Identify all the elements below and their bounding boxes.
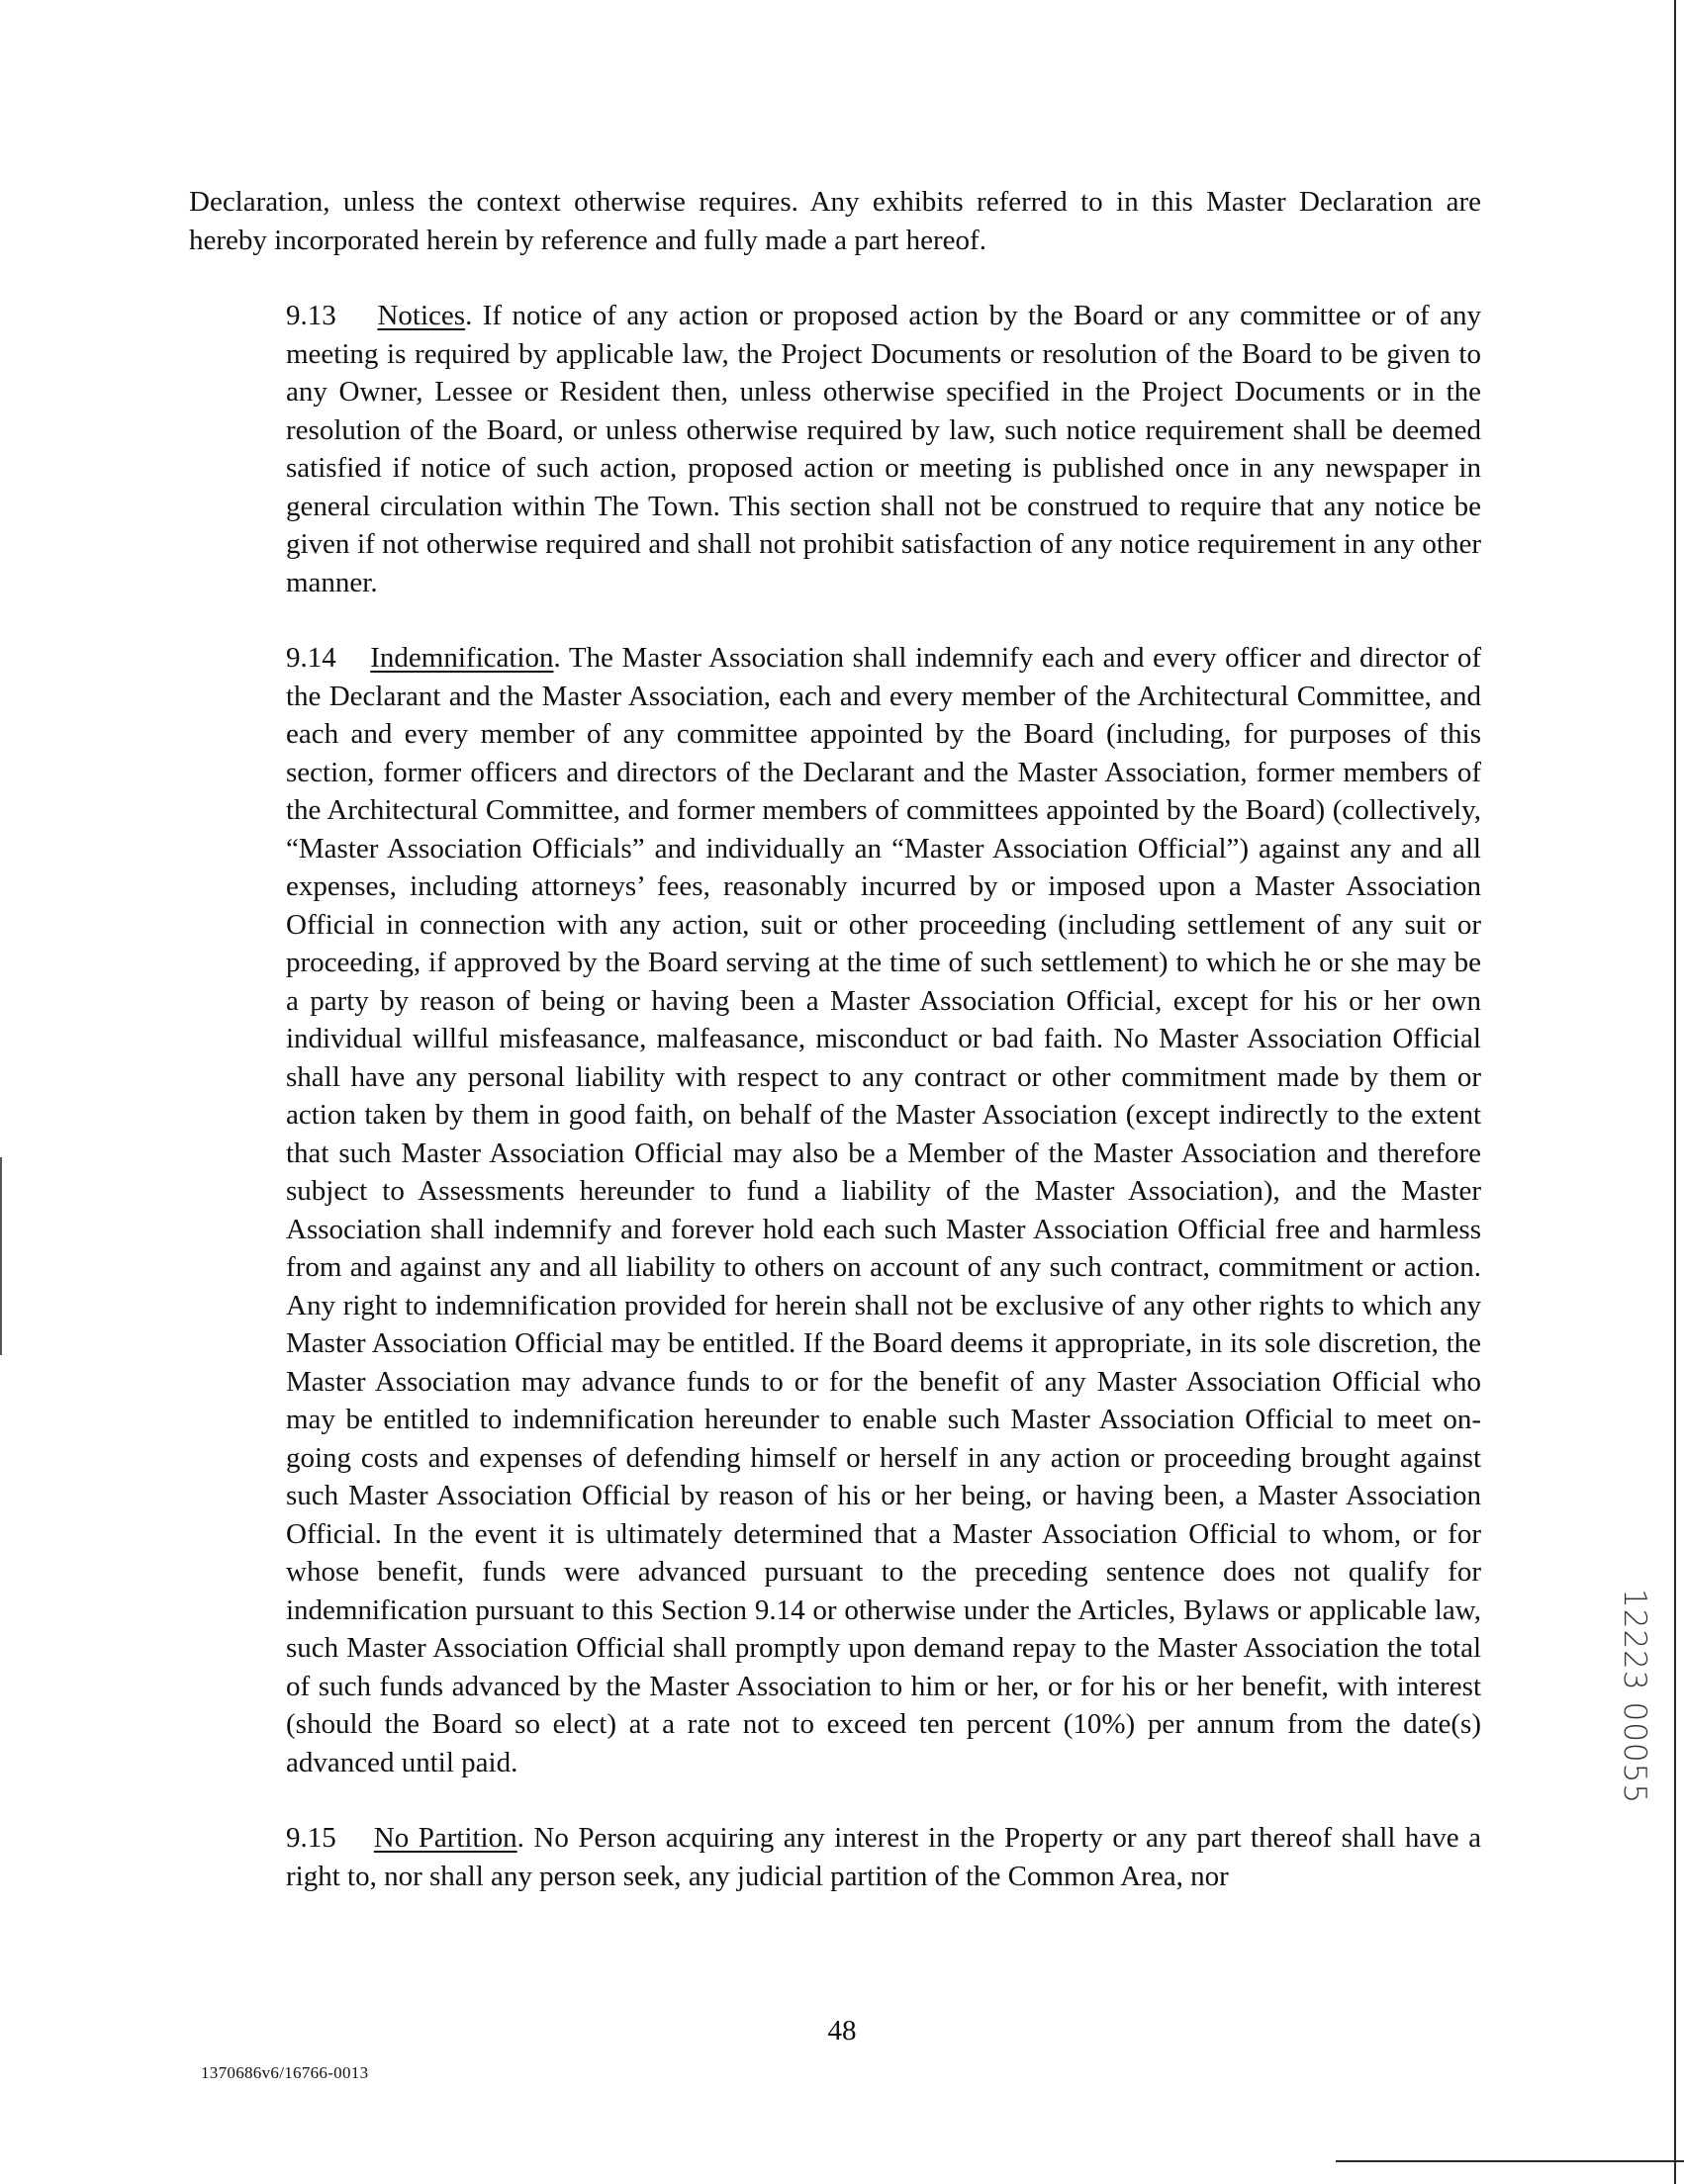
section-heading-no-partition: No Partition xyxy=(373,1822,517,1854)
page-border-right xyxy=(1674,0,1676,2184)
section-9-13: 9.13 Notices. If notice of any action or proposed action by the Board or any committee or of any meeting is required by applicable law, the Project Documents or resolution of the Board to be given to any Owner, Lessee or Resident then, unless otherwise specified in the Project Documents or in the resolution of the Board, or unless otherwise required by law, such notice requirement shall be deemed satisfied if notice of such action, proposed action or meeting is published once in any newspaper in general circulation within The Town. This section shall not be construed to require that any notice be given if not otherwise required and shall not prohibit satisfaction of any notice requirement in any other manner. xyxy=(286,300,1481,598)
section-heading-indemnification: Indemnification xyxy=(370,642,554,674)
paragraph-intro: Declaration, unless the context otherwise requires. Any exhibits referred to in this Master Declaration are hereby incorporated herein by reference and fully made a part hereof. xyxy=(189,186,1481,256)
section-9-15: 9.15 No Partition. No Person acquiring any interest in the Property or any part thereof shall have a right to, nor shall any person seek, any judicial partition of the Common Area, nor xyxy=(286,1822,1482,1892)
document-body xyxy=(189,183,1481,1895)
page-number: 48 xyxy=(827,2015,857,2047)
section-number: 9.14 xyxy=(286,642,336,674)
section-text: If notice of any action or proposed action by the Board or any committee or of any meeting is required by applicable law, the Project Documents or resolution of the Board to be given to any Owner, Lessee or Resident then, unless otherwise specified in the Project Documents or in the resolution of the Board, or unless otherwise required by law, such notice requirement shall be deemed satisfied if notice of such action, proposed action or meeting is published once in any newspaper in general circulation within The Town. This section shall not be construed to require that any notice be given if not otherwise required and shall not prohibit satisfaction of any notice requirement in any other manner. xyxy=(286,300,1481,598)
section-text: The Master Association shall indemnify each and every officer and director of the Declarant and the Master Association, each and every member of the Architectural Committee, and each and every member of any committee appointed by the Board (including, for purposes of this section, former officers and directors of the Declarant and the Master Association, former members of the Architectural Committee, and former members of committees appointed by the Board) (collectively, “Master Association Officials” and individually an “Master Association Official”) against any and all expenses, including attorneys’ fees, reasonably incurred by or imposed upon a Master Association Official in connection with any action, suit or other proceeding (including settlement of any suit or proceeding, if approved by the Board serving at the time of such settlement) to which he or she may be a party by reason of being or having been a Master Association Official, except for his or her own individual willful misfeasance, malfeasance, misconduct or bad faith. No Master Association Official shall have any personal liability with respect to any contract or other commitment made by them or action taken by them in good faith, on behalf of the Master Association (except indirectly to the extent that such Master Association Official may also be a Member of the Master Association and therefore subject to Assessments hereunder to fund a liability of the Master Association), and the Master Association shall indemnify and forever hold each such Master Association Official free and harmless from and against any and all liability to others on account of any such contract, commitment or action. Any right to indemnification provided for herein shall not be exclusive of any other rights to which any Master Association Official may be entitled. If the Board deems it appropriate, in its sole discretion, the Master Association may advance funds to or for the benefit of any Master Association Official who may be entitled to indemnification hereunder to enable such Master Association Official to meet on-going costs and expenses of defending himself or herself in any action or proceeding brought against such Master Association Official by reason of his or her being, or having been, a Master Association Official. In the event it is ultimately determined that a Master Association Official to whom, or for whose benefit, funds were advanced pursuant to the preceding sentence does not qualify for indemnification pursuant to this Section 9.14 or otherwise under the Articles, Bylaws or applicable law, such Master Association Official shall promptly upon demand repay to the Master Association the total of such funds advanced by the Master Association to him or her, or for his or her benefit, with interest (should the Board so elect) at a rate not to exceed ten percent (10%) per annum from the date(s) advanced until paid. xyxy=(286,642,1481,1778)
document-id: 1370686v6/16766-0013 xyxy=(201,2063,369,2082)
section-text: No Person acquiring any interest in the Property or any part thereof shall have a right to, nor shall any person seek, any judicial partition of the Common Area, nor xyxy=(286,1822,1482,1892)
scan-edge-mark xyxy=(0,1157,2,1355)
margin-recording-stamp: 12223 00055 xyxy=(1617,1589,1652,1805)
page-border-bottom xyxy=(1336,2160,1684,2162)
section-heading-notices: Notices xyxy=(377,300,466,331)
section-number: 9.15 xyxy=(286,1822,336,1854)
section-9-14: 9.14 Indemnification. The Master Association shall indemnify each and every officer and director of the Declarant and the Master Association, each and every member of the Architectural Committee, and each and every member of any committee appointed by the Board (including, for purposes of this section, former officers and directors of the Declarant and the Master Association, former members of the Architectural Committee, and former members of committees appointed by the Board) (collectively, “Master Association Officials” and individually an “Master Association Official”) against any and all expenses, including attorneys’ fees, reasonably incurred by or imposed upon a Master Association Official in connection with any action, suit or other proceeding (including settlement of any suit or proceeding, if approved by the Board serving at the time of such settlement) to which he or she may be a party by reason of being or having been a Master Association Official, except for his or her own individual willful misfeasance, malfeasance, misconduct or bad faith. No Master Association Official shall have any personal liability with respect to any contract or other commitment made by them or action taken by them in good faith, on behalf of the Master Association (except indirectly to the extent that such Master Association Official may also be a Member of the Master Association and therefore subject to Assessments hereunder to fund a liability of the Master Association), and the Master Association shall indemnify and forever hold each such Master Association Official free and harmless from and against any and all liability to others on account of any such contract, commitment or action. Any right to indemnification provided for herein shall not be exclusive of any other rights to which any Master Association Official may be entitled. If the Board deems it appropriate, in its sole discretion, the Master Association may advance funds to or for the benefit of any Master Association Official who may be entitled to indemnification hereunder to enable such Master Association Official to meet on-going costs and expenses of defending himself or herself in any action or proceeding brought against such Master Association Official by reason of his or her being, or having been, a Master Association Official. In the event it is ultimately determined that a Master Association Official to whom, or for whose benefit, funds were advanced pursuant to the preceding sentence does not qualify for indemnification pursuant to this Section 9.14 or otherwise under the Articles, Bylaws or applicable law, such Master Association Official shall promptly upon demand repay to the Master Association the total of such funds advanced by the Master Association to him or her, or for his or her benefit, with interest (should the Board so elect) at a rate not to exceed ten percent (10%) per annum from the date(s) advanced until paid. xyxy=(286,642,1481,1778)
section-number: 9.13 xyxy=(286,300,336,331)
